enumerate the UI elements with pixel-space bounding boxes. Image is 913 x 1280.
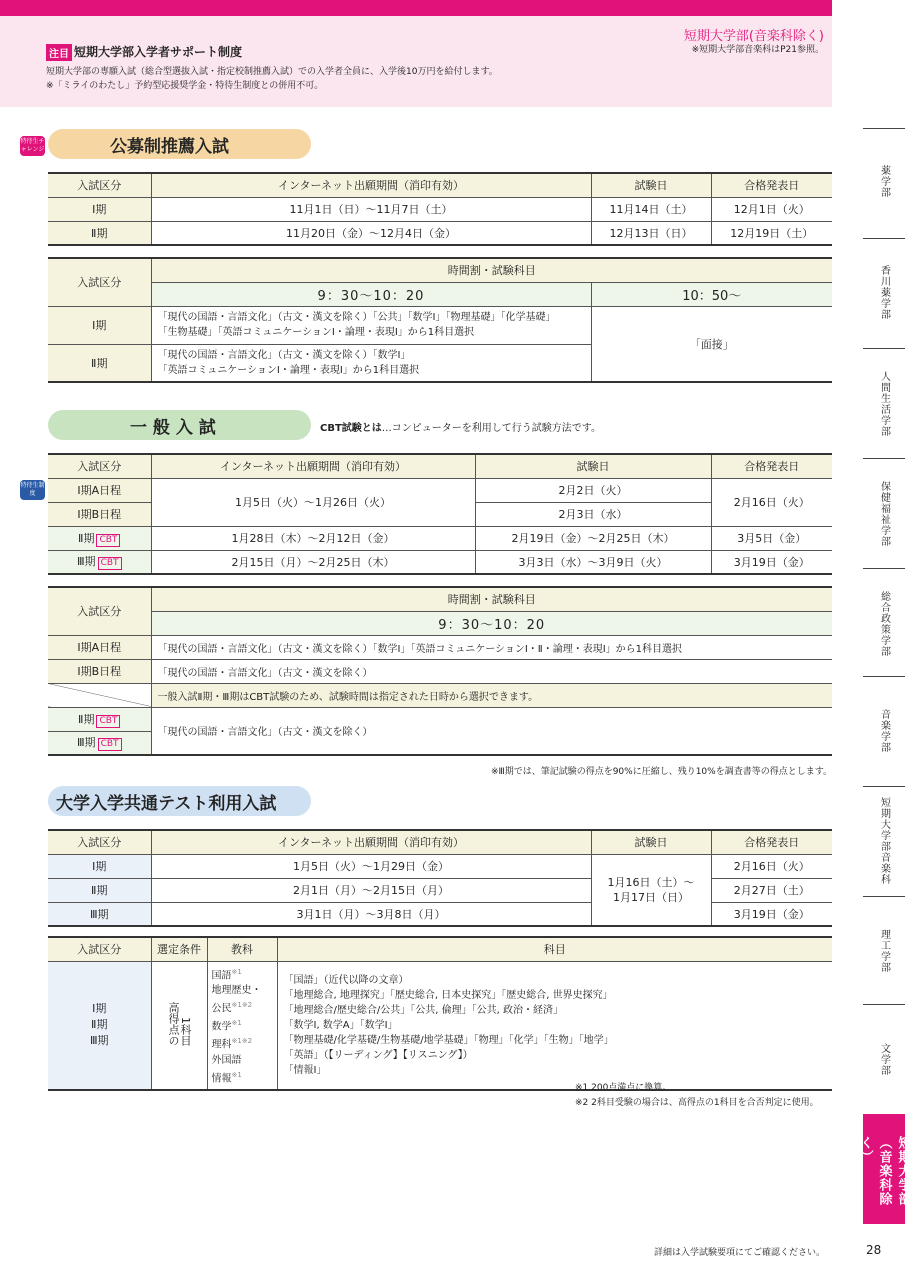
col-header: 入試区分 <box>48 830 151 854</box>
cell: 2月2日（火） <box>475 478 711 502</box>
sidebar-item-policy[interactable]: 総合政策学部 <box>863 568 905 676</box>
col-header: 入試区分 <box>48 937 151 961</box>
row-label: Ⅱ期 <box>78 712 95 726</box>
cell: 1月5日（火）～1月26日（火） <box>151 478 475 526</box>
common-test-schedule-table <box>48 829 832 927</box>
cbt-term: CBT試験とは <box>320 423 382 434</box>
cell: Ⅱ期 <box>48 878 151 902</box>
row-label: Ⅲ期 <box>76 555 96 569</box>
col-header: インターネット出願期間（消印有効） <box>151 173 591 197</box>
col-header: 合格発表日 <box>711 454 832 478</box>
cbt-desc: …コンピューターを利用して行う試験方法です。 <box>381 423 601 434</box>
notice-title: 短期大学部入学者サポート制度 <box>74 45 243 59</box>
cell: 2月1日（月）～2月15日（月） <box>151 878 591 902</box>
col-header: 試験日 <box>475 454 711 478</box>
scholarship-badge: 特待生制度 <box>20 480 45 500</box>
sidebar-item-junior-music[interactable]: 短期大学部音楽科 <box>863 786 905 896</box>
cell: 2月16日（火） <box>711 478 832 526</box>
sidebar-item-human-life[interactable]: 人間生活学部 <box>863 348 905 458</box>
time-slot: 9：30～10：20 <box>151 611 832 635</box>
cbt-tag: CBT <box>98 557 122 570</box>
col-header: 科目 <box>277 937 832 961</box>
subject-detail: 「国語」（近代以降の文章） <box>283 974 409 986</box>
table-row <box>48 306 832 344</box>
cell: 2月27日（土） <box>711 878 832 902</box>
sidebar-item-junior-college[interactable]: 短期大学部（音楽科除く） <box>863 1114 905 1224</box>
col-header: 入試区分 <box>48 258 151 306</box>
col-header: 合格発表日 <box>711 830 832 854</box>
table-row <box>48 221 832 245</box>
cell: 3月19日（金） <box>711 902 832 926</box>
cell: 一般入試Ⅱ期・Ⅲ期はCBT試験のため、試験時間は指定された日時から選択できます。 <box>151 683 832 707</box>
cell: 2月16日（火） <box>711 854 832 878</box>
cell <box>207 961 277 1090</box>
cell: 11月14日（土） <box>591 197 711 221</box>
col-header: 入試区分 <box>48 587 151 635</box>
subject-line: 「英語コミュニケーションⅠ・論理・表現Ⅰ」から1科目選択 <box>157 364 420 376</box>
cell <box>591 854 711 926</box>
scholarship-challenge-badge: 特待生チャレンジ <box>20 136 45 156</box>
table-row <box>48 197 832 221</box>
cell: Ⅰ期 <box>48 306 151 344</box>
table-row <box>48 902 832 926</box>
col-header: 入試区分 <box>48 173 151 197</box>
cell: Ⅰ期A日程 <box>48 478 151 502</box>
cell: 1月5日（火）～1月29日（金） <box>151 854 591 878</box>
period-label: Ⅱ期 <box>91 1018 108 1032</box>
cell: 「現代の国語・言語文化」（古文・漢文を除く）「数学Ⅰ」「英語コミュニケーションⅠ・Ⅱ・論理・表現Ⅰ」から1科目選択 <box>151 635 832 659</box>
col-header: 試験日 <box>591 830 711 854</box>
cell: 「現代の国語・言語文化」（古文・漢文を除く） <box>151 659 832 683</box>
faculty-sidebar <box>857 0 911 1280</box>
diagonal-cell <box>48 683 151 707</box>
table-row <box>48 683 832 707</box>
subject-detail: 「地理総合, 地理探究」「歴史総合, 日本史探究」「歴史総合, 世界史探究」 <box>283 989 613 1001</box>
cell: Ⅰ期 <box>48 854 151 878</box>
recommendation-schedule-table <box>48 172 832 246</box>
department-label: 短期大学部(音楽科除く) <box>683 29 824 44</box>
cbt-explanation <box>320 419 601 434</box>
sidebar-item-kagawa-pharmacy[interactable]: 香川薬学部 <box>863 238 905 348</box>
section-title-recommendation: 公募制推薦入試 <box>48 129 311 159</box>
col-header: インターネット出願期間（消印有効） <box>151 454 475 478</box>
cell: Ⅰ期 <box>48 197 151 221</box>
cell: 3月19日（金） <box>711 550 832 574</box>
table-row <box>48 659 832 683</box>
cell <box>151 344 591 382</box>
subject-line: 「生物基礎」「英語コミュニケーションⅠ・論理・表現Ⅰ」から1科目選択 <box>157 327 475 338</box>
footer-note: 詳細は入学試験要項にてご確認ください。 <box>654 1248 826 1258</box>
cell: 3月3日（水）～3月9日（火） <box>475 550 711 574</box>
cell: 「現代の国語・言語文化」（古文・漢文を除く） <box>151 707 832 755</box>
common-test-subjects-table <box>48 936 832 1091</box>
support-notice <box>0 16 832 107</box>
sidebar-item-literature[interactable]: 文学部 <box>863 1004 905 1114</box>
col-header: 選定条件 <box>151 937 207 961</box>
subject-name: 数学$^{※1}$ <box>211 1019 242 1033</box>
footnote-1: ※1 200点満点に換算。 <box>575 1083 672 1093</box>
condition-text: 高得点の <box>167 1001 180 1046</box>
sidebar-item-pharmacy[interactable]: 薬学部 <box>863 128 905 238</box>
exam-date-line: 1月16日（土）～ <box>607 875 695 889</box>
cell: 11月20日（金）～12月4日（金） <box>151 221 591 245</box>
period-label: Ⅲ期 <box>89 1034 109 1048</box>
cell: Ⅱ期 <box>48 221 151 245</box>
table-row <box>48 526 832 550</box>
cell: 11月1日（日）～11月7日（土） <box>151 197 591 221</box>
row-label: Ⅱ期 <box>78 531 95 545</box>
col-header: 教科 <box>207 937 277 961</box>
recommendation-subjects-table <box>48 257 832 383</box>
cell: 「面接」 <box>591 306 832 382</box>
cell: 3月5日（金） <box>711 526 832 550</box>
cell: Ⅱ期 <box>48 344 151 382</box>
subject-name: 理科$^{※1※2}$ <box>211 1037 253 1051</box>
subject-line: 「現代の国語・言語文化」（古文・漢文を除く）「公共」「数学Ⅰ」「物理基礎」「化学基礎」 <box>157 312 556 323</box>
cell <box>277 961 832 1090</box>
cell: Ⅲ期 <box>48 902 151 926</box>
subject-detail: 「英語」（【リーディング】【リスニング】） <box>283 1049 473 1061</box>
cell: 3月1日（月）～3月8日（月） <box>151 902 591 926</box>
general-schedule-table <box>48 453 832 575</box>
footnote-2: ※2 2科目受験の場合は、高得点の1科目を合否判定に使用。 <box>575 1098 819 1108</box>
section-title-general: 一 般 入 試 <box>48 410 311 440</box>
subject-name: 情報$^{※1}$ <box>211 1070 242 1085</box>
table-row <box>48 635 832 659</box>
general-subjects-table <box>48 586 832 756</box>
cell: 2月3日（水） <box>475 502 711 526</box>
col-header: 合格発表日 <box>711 173 832 197</box>
cell <box>48 707 151 731</box>
cell <box>48 550 151 574</box>
sidebar-item-science-engineering[interactable]: 理工学部 <box>863 896 905 1004</box>
exam-date-line: 1月17日（日） <box>613 890 689 904</box>
cell: Ⅰ期B日程 <box>48 502 151 526</box>
cell: 2月15日（月）～2月25日（木） <box>151 550 475 574</box>
page-number: 28 <box>866 1243 882 1257</box>
table-row <box>48 854 832 878</box>
subject-detail: 「数学Ⅰ, 数学A」「数学Ⅰ」 <box>283 1019 398 1031</box>
sidebar-item-music[interactable]: 音楽学部 <box>863 676 905 786</box>
cbt-tag: CBT <box>98 738 122 751</box>
table-row <box>48 550 832 574</box>
table-row <box>48 961 832 1090</box>
notice-line-2: ※「ミライのわたし」予約型応援奨学金・特待生制度との併用不可。 <box>46 81 324 91</box>
time-slot: 9：30～10：20 <box>151 282 591 306</box>
subject-detail: 「情報Ⅰ」 <box>283 1064 327 1076</box>
col-header: インターネット出願期間（消印有効） <box>151 830 591 854</box>
subject-detail: 「地理総合/歴史総合/公共」「公共, 倫理」「公共, 政治・経済」 <box>283 1004 563 1016</box>
cell: 12月19日（土） <box>711 221 832 245</box>
cell: 1月28日（木）～2月12日（金） <box>151 526 475 550</box>
cell: 2月19日（金）～2月25日（木） <box>475 526 711 550</box>
time-slot: 10：50～ <box>591 282 832 306</box>
col-header: 時間割・試験科目 <box>151 587 832 611</box>
general-footnote: ※Ⅲ期では、筆記試験の得点を90%に圧縮し、残り10%を調査書等の得点とします。 <box>490 767 832 777</box>
cell <box>151 306 591 344</box>
cell: Ⅰ期B日程 <box>48 659 151 683</box>
table-row <box>48 478 832 502</box>
cell <box>48 731 151 755</box>
subject-name: 地理歴史・ <box>211 984 262 996</box>
row-label: Ⅲ期 <box>76 736 96 750</box>
cell <box>151 961 207 1090</box>
sidebar-item-health-welfare[interactable]: 保健福祉学部 <box>863 458 905 568</box>
notice-tag: 注目 <box>46 44 72 61</box>
cell <box>48 526 151 550</box>
subject-name: 公民$^{※1※2}$ <box>211 1000 253 1015</box>
subject-line: 「現代の国語・言語文化」（古文・漢文を除く）「数学Ⅰ」 <box>157 349 411 361</box>
subject-detail: 「物理基礎/化学基礎/生物基礎/地学基礎」「物理」「化学」「生物」「地学」 <box>283 1034 614 1046</box>
cell: 12月13日（日） <box>591 221 711 245</box>
department-note: ※短期大学部音楽科はP21参照。 <box>691 45 824 55</box>
cbt-tag: CBT <box>96 534 120 547</box>
col-header: 試験日 <box>591 173 711 197</box>
cell: 12月1日（火） <box>711 197 832 221</box>
period-label: Ⅰ期 <box>92 1002 107 1016</box>
table-row <box>48 878 832 902</box>
cell: Ⅰ期A日程 <box>48 635 151 659</box>
col-header: 時間割・試験科目 <box>151 258 832 282</box>
subject-name: 外国語 <box>211 1054 242 1066</box>
table-row <box>48 707 832 731</box>
cbt-tag: CBT <box>96 715 120 728</box>
notice-line-1: 短期大学部の専願入試（総合型選抜入試・指定校制推薦入試）での入学者全員に、入学後10万円を給付します。 <box>46 67 498 77</box>
subject-name: 国語$^{※1}$ <box>211 967 242 981</box>
top-accent-bar <box>0 0 832 16</box>
condition-text: 1科目 <box>179 1016 192 1046</box>
col-header: 入試区分 <box>48 454 151 478</box>
section-title-common-test: 大学入学共通テスト利用入試 <box>48 786 311 816</box>
cell <box>48 961 151 1090</box>
